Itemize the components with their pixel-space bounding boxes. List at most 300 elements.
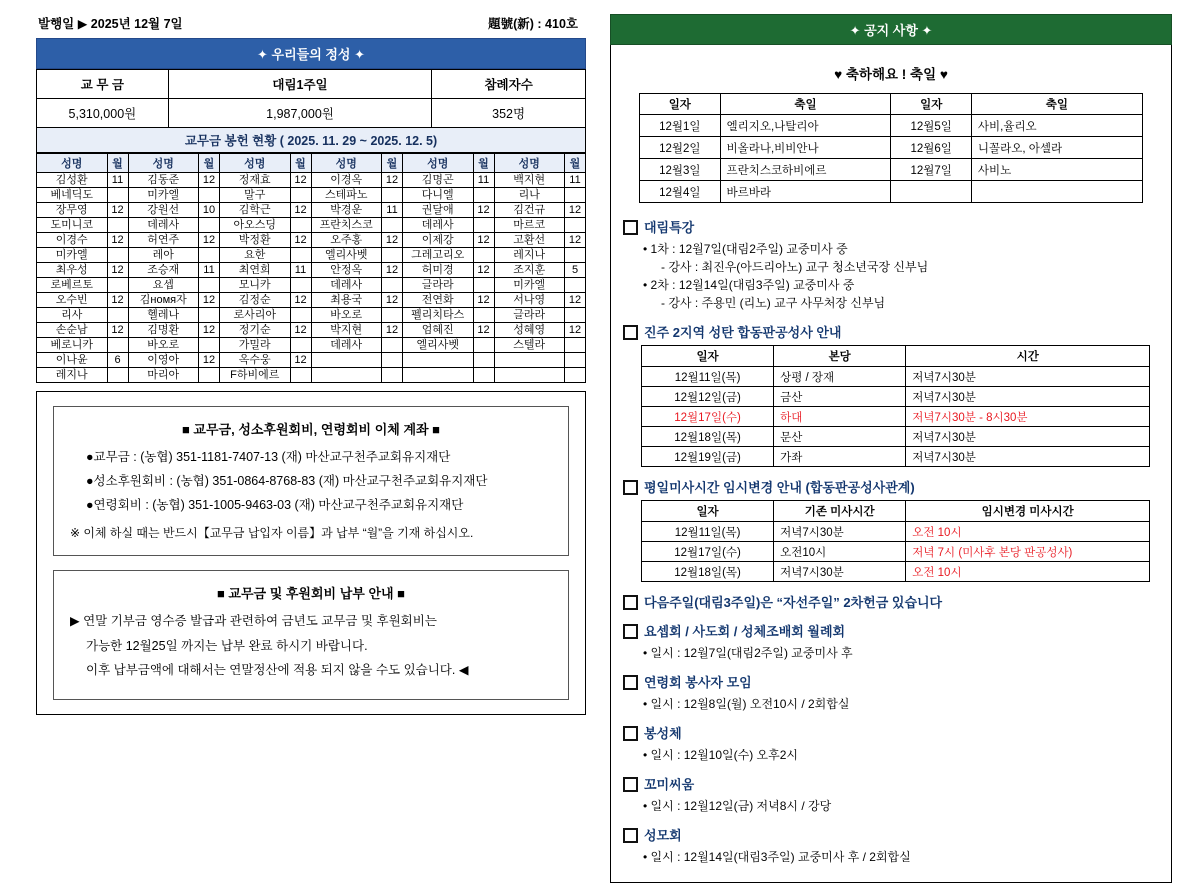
- contrib-name: 리사: [37, 308, 108, 323]
- table-row: [37, 203, 586, 218]
- contrib-name: 옥수웅: [220, 353, 291, 368]
- contrib-name: 데레사: [311, 278, 382, 293]
- contrib-name: 정기순: [220, 323, 291, 338]
- table-row: [640, 181, 1143, 203]
- issue-number: 題號(新) : 410호: [488, 17, 578, 31]
- notice-section-title: 평일미사시간 임시변경 안내 (합동판공성사관계): [644, 480, 915, 495]
- contribution-table: [36, 153, 586, 383]
- contrib-name: [403, 368, 474, 383]
- contrib-name: 레지나: [37, 368, 108, 383]
- schedule-cell: 저녁7시30분 - 8시30분: [906, 407, 1150, 427]
- contrib-month: 12: [290, 293, 311, 308]
- contrib-month: [382, 278, 403, 293]
- table-row: [37, 173, 586, 188]
- contrib-name: 손순남: [37, 323, 108, 338]
- contrib-name: 요한: [220, 248, 291, 263]
- feast-col-date-1: 일자: [640, 94, 720, 115]
- notice-section-header: [623, 825, 1159, 844]
- contrib-month: [565, 368, 586, 383]
- notice-section-header: [623, 672, 1159, 691]
- feast-name: 바르바라: [720, 181, 891, 203]
- contrib-month: 11: [107, 173, 128, 188]
- offering-summary-table: [36, 69, 586, 128]
- schedule-cell: 저녁7시30분: [906, 387, 1150, 407]
- column-header: 일자: [642, 501, 774, 522]
- contrib-name: 그레고리오: [403, 248, 474, 263]
- table-row: [37, 353, 586, 368]
- payment-line-0: ▶ 연말 기부금 영수증 발급과 관련하여 금년도 교무금 및 후원회비는: [70, 614, 437, 629]
- table-row: [37, 338, 586, 353]
- list-item: • 1차 : 12월7일(대림2주일) 교중미사 중: [643, 240, 1159, 258]
- contrib-name: 김명곤: [403, 173, 474, 188]
- contrib-month: 11: [382, 203, 403, 218]
- account-line-2: ●연령회비 : (농협) 351-1005-9463-03 (재) 마산교구천주교회유지재단: [86, 498, 464, 513]
- list-item: • 일시 : 12월12일(금) 저녁8시 / 강당: [643, 797, 1159, 815]
- confession-schedule-table: [641, 345, 1150, 467]
- contrib-name: 엄혜진: [403, 323, 474, 338]
- table-row: [642, 387, 1150, 407]
- schedule-cell: 12월12일(금): [642, 387, 774, 407]
- contrib-name: 말구: [220, 188, 291, 203]
- contrib-name: 최연희: [220, 263, 291, 278]
- contrib-month: [382, 218, 403, 233]
- contrib-name: 스테파노: [311, 188, 382, 203]
- contrib-name: 데레사: [403, 218, 474, 233]
- feast-date: 12월2일: [640, 137, 720, 159]
- notice-section-header: [623, 322, 1159, 341]
- bullet-square-icon: [623, 220, 638, 235]
- contrib-month: 12: [473, 323, 494, 338]
- col-name-6: 성명: [494, 154, 565, 173]
- table-row: [640, 115, 1143, 137]
- table-row: [642, 427, 1150, 447]
- contrib-month: 12: [565, 203, 586, 218]
- contrib-month: [473, 338, 494, 353]
- contrib-name: 정재효: [220, 173, 291, 188]
- contrib-name: [311, 353, 382, 368]
- contrib-month: 12: [473, 203, 494, 218]
- schedule-cell: 12월11일(목): [642, 367, 774, 387]
- contrib-month: 12: [290, 203, 311, 218]
- contrib-month: 12: [107, 293, 128, 308]
- table-row: [37, 308, 586, 323]
- notice-section-header: [623, 592, 1159, 611]
- contrib-month: 12: [290, 233, 311, 248]
- column-header: 일자: [642, 346, 774, 367]
- right-column: [600, 0, 1200, 864]
- col-name-2: 성명: [128, 154, 199, 173]
- contrib-name: 베네딕도: [37, 188, 108, 203]
- payment-box-title: ■ 교무금 및 후원회비 납부 안내 ■: [216, 586, 406, 602]
- feast-name: 사비,율리오: [971, 115, 1142, 137]
- table-row: [640, 137, 1143, 159]
- notice-section-header: [623, 217, 1159, 236]
- table-row: [37, 99, 586, 128]
- bullet-square-icon: [623, 480, 638, 495]
- notice-section-title: 다음주일(대림3주일)은 “자선주일” 2차헌금 있습니다: [644, 595, 943, 610]
- contrib-name: F하비에르: [220, 368, 291, 383]
- col-name-3: 성명: [220, 154, 291, 173]
- contrib-name: 데레사: [311, 338, 382, 353]
- notice-section-title: 대림특강: [644, 220, 695, 235]
- schedule-cell: 12월17일(수): [642, 542, 774, 562]
- contrib-name: 박정환: [220, 233, 291, 248]
- column-header: 기존 미사시간: [774, 501, 906, 522]
- contrib-name: 최용국: [311, 293, 382, 308]
- contrib-name: 펠리치타스: [403, 308, 474, 323]
- table-row: [640, 159, 1143, 181]
- contrib-month: [565, 218, 586, 233]
- contrib-name: 스텔라: [494, 338, 565, 353]
- contrib-name: 미카엘: [37, 248, 108, 263]
- schedule-cell: 12월17일(수): [642, 407, 774, 427]
- notice-section-header: [623, 621, 1159, 640]
- notice-section-title: 연령회 봉사자 모임: [644, 675, 752, 690]
- contrib-name: 서나영: [494, 293, 565, 308]
- notice-bullets: [643, 746, 1159, 764]
- schedule-cell: 저녁7시30분: [906, 427, 1150, 447]
- table-row: [642, 447, 1150, 467]
- table-row: [37, 218, 586, 233]
- contrib-month: 12: [382, 263, 403, 278]
- notice-section-title: 요셉회 / 사도회 / 성체조배회 월례회: [644, 624, 846, 639]
- table-row: [642, 522, 1150, 542]
- column-header: 본당: [774, 346, 906, 367]
- schedule-cell: 오전 10시: [906, 562, 1150, 582]
- summary-header-0: 교 무 금: [37, 70, 169, 99]
- contrib-month: 12: [107, 233, 128, 248]
- contrib-month: [382, 248, 403, 263]
- contrib-month: 12: [473, 233, 494, 248]
- contrib-name: 박지현: [311, 323, 382, 338]
- notice-sections: [623, 217, 1159, 866]
- contrib-name: 레지나: [494, 248, 565, 263]
- contrib-name: 김номя자: [128, 293, 199, 308]
- contrib-month: [473, 368, 494, 383]
- list-item: • 일시 : 12월7일(대림2주일) 교중미사 후: [643, 644, 1159, 662]
- schedule-cell: 상평 / 장재: [774, 367, 906, 387]
- contrib-month: 12: [199, 353, 220, 368]
- contrib-month: 12: [290, 173, 311, 188]
- contrib-name: 베로니카: [37, 338, 108, 353]
- table-row: [37, 323, 586, 338]
- contrib-month: 12: [473, 263, 494, 278]
- contrib-month: 12: [382, 293, 403, 308]
- contribution-title: 교무금 봉헌 현황 ( 2025. 11. 29 ~ 2025. 12. 5): [36, 128, 586, 153]
- contrib-month: 12: [199, 293, 220, 308]
- contrib-month: 10: [199, 203, 220, 218]
- contrib-month: [382, 188, 403, 203]
- notice-section-title: 봉성체: [644, 726, 682, 741]
- feast-date: 12월5일: [891, 115, 971, 137]
- contrib-name: 조지훈: [494, 263, 565, 278]
- table-row: [37, 248, 586, 263]
- table-row: [37, 368, 586, 383]
- contrib-month: [107, 188, 128, 203]
- summary-value-1: 1,987,000원: [168, 99, 432, 128]
- contrib-month: 12: [382, 323, 403, 338]
- contrib-month: [565, 308, 586, 323]
- col-name-1: 성명: [37, 154, 108, 173]
- summary-header-2: 참례자수: [432, 70, 586, 99]
- contrib-name: 고환선: [494, 233, 565, 248]
- left-column: [0, 0, 600, 846]
- table-header-row: [642, 501, 1150, 522]
- contrib-month: [199, 338, 220, 353]
- contrib-name: 조승재: [128, 263, 199, 278]
- table-row: [37, 293, 586, 308]
- contrib-month: [565, 338, 586, 353]
- offering-title: ✦ 우리들의 정성 ✦: [36, 38, 586, 69]
- contrib-month: [290, 278, 311, 293]
- feast-date: 12월6일: [891, 137, 971, 159]
- feast-date: 12월7일: [891, 159, 971, 181]
- contrib-name: 도미니코: [37, 218, 108, 233]
- contrib-name: 김동준: [128, 173, 199, 188]
- feast-date: 12월4일: [640, 181, 720, 203]
- contrib-month: [565, 278, 586, 293]
- schedule-cell: 가좌: [774, 447, 906, 467]
- account-note: ※ 이체 하실 때는 반드시【교무금 납입자 이름】과 납부 “월”을 기재 하십시오.: [70, 526, 474, 541]
- contrib-month: [473, 308, 494, 323]
- contrib-name: 허미경: [403, 263, 474, 278]
- contrib-name: 엘리사벳: [403, 338, 474, 353]
- table-row: [642, 562, 1150, 582]
- contrib-name: 엘리사벳: [311, 248, 382, 263]
- contrib-name: 김성환: [37, 173, 108, 188]
- contrib-month: 12: [290, 353, 311, 368]
- payment-line-1: 가능한 12월25일 까지는 납부 완료 하시기 바랍니다.: [86, 638, 368, 653]
- table-header-row: [37, 154, 586, 173]
- feast-date: [891, 181, 971, 203]
- contrib-name: 오수빈: [37, 293, 108, 308]
- contrib-month: [382, 353, 403, 368]
- contrib-month: 12: [565, 293, 586, 308]
- list-item: • 일시 : 12월14일(대림3주일) 교중미사 후 / 2회합실: [643, 848, 1159, 866]
- column-header: 임시변경 미사시간: [906, 501, 1150, 522]
- notice-bullets: [643, 695, 1159, 713]
- col-name-4: 성명: [311, 154, 382, 173]
- contrib-month: [199, 308, 220, 323]
- contrib-month: [107, 338, 128, 353]
- contrib-month: 12: [199, 173, 220, 188]
- account-line-1: ●성소후원회비 : (농협) 351-0864-8768-83 (재) 마산교구천주교회유지재단: [86, 474, 488, 489]
- contrib-month: 5: [565, 263, 586, 278]
- contrib-name: 백지현: [494, 173, 565, 188]
- contrib-name: 이제강: [403, 233, 474, 248]
- notice-section-header: [623, 774, 1159, 793]
- summary-value-0: 5,310,000원: [37, 99, 169, 128]
- notice-title: ✦ 공지 사항 ✦: [610, 14, 1172, 45]
- contrib-name: 글라라: [494, 308, 565, 323]
- contrib-month: 12: [199, 323, 220, 338]
- contrib-month: 12: [199, 233, 220, 248]
- list-item: • 일시 : 12월8일(월) 오전10시 / 2회합실: [643, 695, 1159, 713]
- feast-date: 12월1일: [640, 115, 720, 137]
- contrib-name: 김학근: [220, 203, 291, 218]
- feast-name: 엘리지오,나탈리아: [720, 115, 891, 137]
- col-month-1: 월: [107, 154, 128, 173]
- notice-bullets: [643, 848, 1159, 866]
- contrib-name: 로베르토: [37, 278, 108, 293]
- notice-section-title: 성모회: [644, 828, 682, 843]
- contrib-name: 김건규: [494, 203, 565, 218]
- contrib-name: 마르코: [494, 218, 565, 233]
- payment-line-2: 이후 납부금액에 대해서는 연말정산에 적용 되지 않을 수도 있습니다. ◀: [86, 662, 469, 677]
- schedule-cell: 12월18일(목): [642, 427, 774, 447]
- table-row: [642, 542, 1150, 562]
- contrib-month: 12: [290, 323, 311, 338]
- list-item: • 2차 : 12월14일(대림3주일) 교중미사 중: [643, 276, 1159, 294]
- contrib-name: 레아: [128, 248, 199, 263]
- contrib-name: 마리아: [128, 368, 199, 383]
- contrib-month: [107, 308, 128, 323]
- contrib-name: 미카엘: [494, 278, 565, 293]
- contrib-month: [565, 188, 586, 203]
- notice-box: [610, 45, 1172, 883]
- table-row: [37, 70, 586, 99]
- contrib-month: [290, 188, 311, 203]
- contrib-month: 12: [382, 233, 403, 248]
- contrib-name: [311, 368, 382, 383]
- contrib-name: 데레사: [128, 218, 199, 233]
- contrib-month: 12: [565, 323, 586, 338]
- contrib-name: 권달애: [403, 203, 474, 218]
- notice-bullets: [643, 240, 1159, 312]
- schedule-cell: 하대: [774, 407, 906, 427]
- bullet-square-icon: [623, 828, 638, 843]
- contrib-month: [473, 188, 494, 203]
- contrib-month: [565, 248, 586, 263]
- contrib-name: [403, 353, 474, 368]
- contrib-name: [494, 353, 565, 368]
- contrib-month: 11: [473, 173, 494, 188]
- contrib-month: [473, 278, 494, 293]
- schedule-cell: 오전10시: [774, 542, 906, 562]
- table-row: [37, 263, 586, 278]
- col-month-6: 월: [565, 154, 586, 173]
- notice-section-title: 진주 2지역 성탄 합동판공성사 안내: [644, 325, 842, 340]
- table-row: [642, 407, 1150, 427]
- column-header: 시간: [906, 346, 1150, 367]
- contrib-month: [382, 308, 403, 323]
- contrib-month: [199, 278, 220, 293]
- contrib-month: 12: [107, 323, 128, 338]
- bullet-square-icon: [623, 624, 638, 639]
- contrib-month: [473, 218, 494, 233]
- contrib-month: [107, 218, 128, 233]
- schedule-cell: 문산: [774, 427, 906, 447]
- contrib-name: 바오로: [128, 338, 199, 353]
- contrib-month: [107, 248, 128, 263]
- congrats-title: ♥ 축하해요 ! 축일 ♥: [834, 67, 948, 82]
- contrib-month: [290, 368, 311, 383]
- contrib-month: 12: [107, 263, 128, 278]
- left-header: [36, 14, 586, 38]
- schedule-cell: 오전 10시: [906, 522, 1150, 542]
- list-item: • 일시 : 12월10일(수) 오후2시: [643, 746, 1159, 764]
- contrib-month: [290, 218, 311, 233]
- contrib-month: 12: [107, 203, 128, 218]
- contrib-month: [382, 338, 403, 353]
- contrib-month: [199, 368, 220, 383]
- contrib-month: [565, 353, 586, 368]
- bullet-square-icon: [623, 777, 638, 792]
- bullet-square-icon: [623, 726, 638, 741]
- notice-section-title: 꼬미씨움: [644, 777, 695, 792]
- contrib-month: 11: [290, 263, 311, 278]
- contrib-month: [382, 368, 403, 383]
- contrib-name: 장무영: [37, 203, 108, 218]
- contrib-name: 이영아: [128, 353, 199, 368]
- feast-col-name-1: 축일: [720, 94, 891, 115]
- list-item: - 강사 : 최진우(아드리아노) 교구 청소년국장 신부님: [661, 260, 929, 274]
- contrib-month: 6: [107, 353, 128, 368]
- contrib-name: 미카엘: [128, 188, 199, 203]
- contrib-month: [290, 248, 311, 263]
- notice-bullets: [643, 644, 1159, 662]
- feast-name: 사비노: [971, 159, 1142, 181]
- summary-header-1: 대림1주일: [168, 70, 432, 99]
- contrib-name: 헬레나: [128, 308, 199, 323]
- contrib-month: [199, 218, 220, 233]
- contrib-month: [107, 278, 128, 293]
- contrib-month: [290, 308, 311, 323]
- publish-date: 발행일 ▶ 2025년 12월 7일: [38, 17, 183, 31]
- feastday-body: [640, 115, 1143, 203]
- table-header-row: [640, 94, 1143, 115]
- summary-value-2: 352명: [432, 99, 586, 128]
- contrib-name: 모니카: [220, 278, 291, 293]
- contrib-month: 11: [199, 263, 220, 278]
- feast-name: [971, 181, 1142, 203]
- table-row: [37, 233, 586, 248]
- feast-date: 12월3일: [640, 159, 720, 181]
- col-name-5: 성명: [403, 154, 474, 173]
- feast-name: 니꼴라오, 아셀라: [971, 137, 1142, 159]
- contrib-name: 이나윤: [37, 353, 108, 368]
- info-boxes: [36, 391, 586, 715]
- bullet-square-icon: [623, 675, 638, 690]
- contrib-name: 김명환: [128, 323, 199, 338]
- feast-col-date-2: 일자: [891, 94, 971, 115]
- feast-name: 프란치스코하비에르: [720, 159, 891, 181]
- bullet-square-icon: [623, 595, 638, 610]
- contrib-name: 성혜영: [494, 323, 565, 338]
- col-month-4: 월: [382, 154, 403, 173]
- contrib-month: [199, 188, 220, 203]
- contrib-name: 이경옥: [311, 173, 382, 188]
- feast-name: 비올라나,비비안나: [720, 137, 891, 159]
- notice-section-header: [623, 477, 1159, 496]
- schedule-cell: 12월18일(목): [642, 562, 774, 582]
- contrib-name: [494, 368, 565, 383]
- contrib-month: [290, 338, 311, 353]
- contrib-month: [199, 248, 220, 263]
- list-item: - 강사 : 주용민 (리노) 교구 사무처장 신부님: [661, 296, 886, 310]
- table-header-row: [642, 346, 1150, 367]
- schedule-cell: 저녁7시30분: [774, 562, 906, 582]
- notice-section-header: [623, 723, 1159, 742]
- contrib-name: 최우성: [37, 263, 108, 278]
- account-box-title: ■ 교무금, 성소후원회비, 연령회비 이체 계좌 ■: [181, 422, 441, 437]
- contrib-name: 오주홍: [311, 233, 382, 248]
- account-line-0: ●교무금 : (농협) 351-1181-7407-13 (재) 마산교구천주교회유지재단: [86, 450, 451, 464]
- contrib-name: 다니엘: [403, 188, 474, 203]
- contrib-name: 프란치스코: [311, 218, 382, 233]
- table-row: [37, 278, 586, 293]
- mass-time-change-table: [641, 500, 1150, 582]
